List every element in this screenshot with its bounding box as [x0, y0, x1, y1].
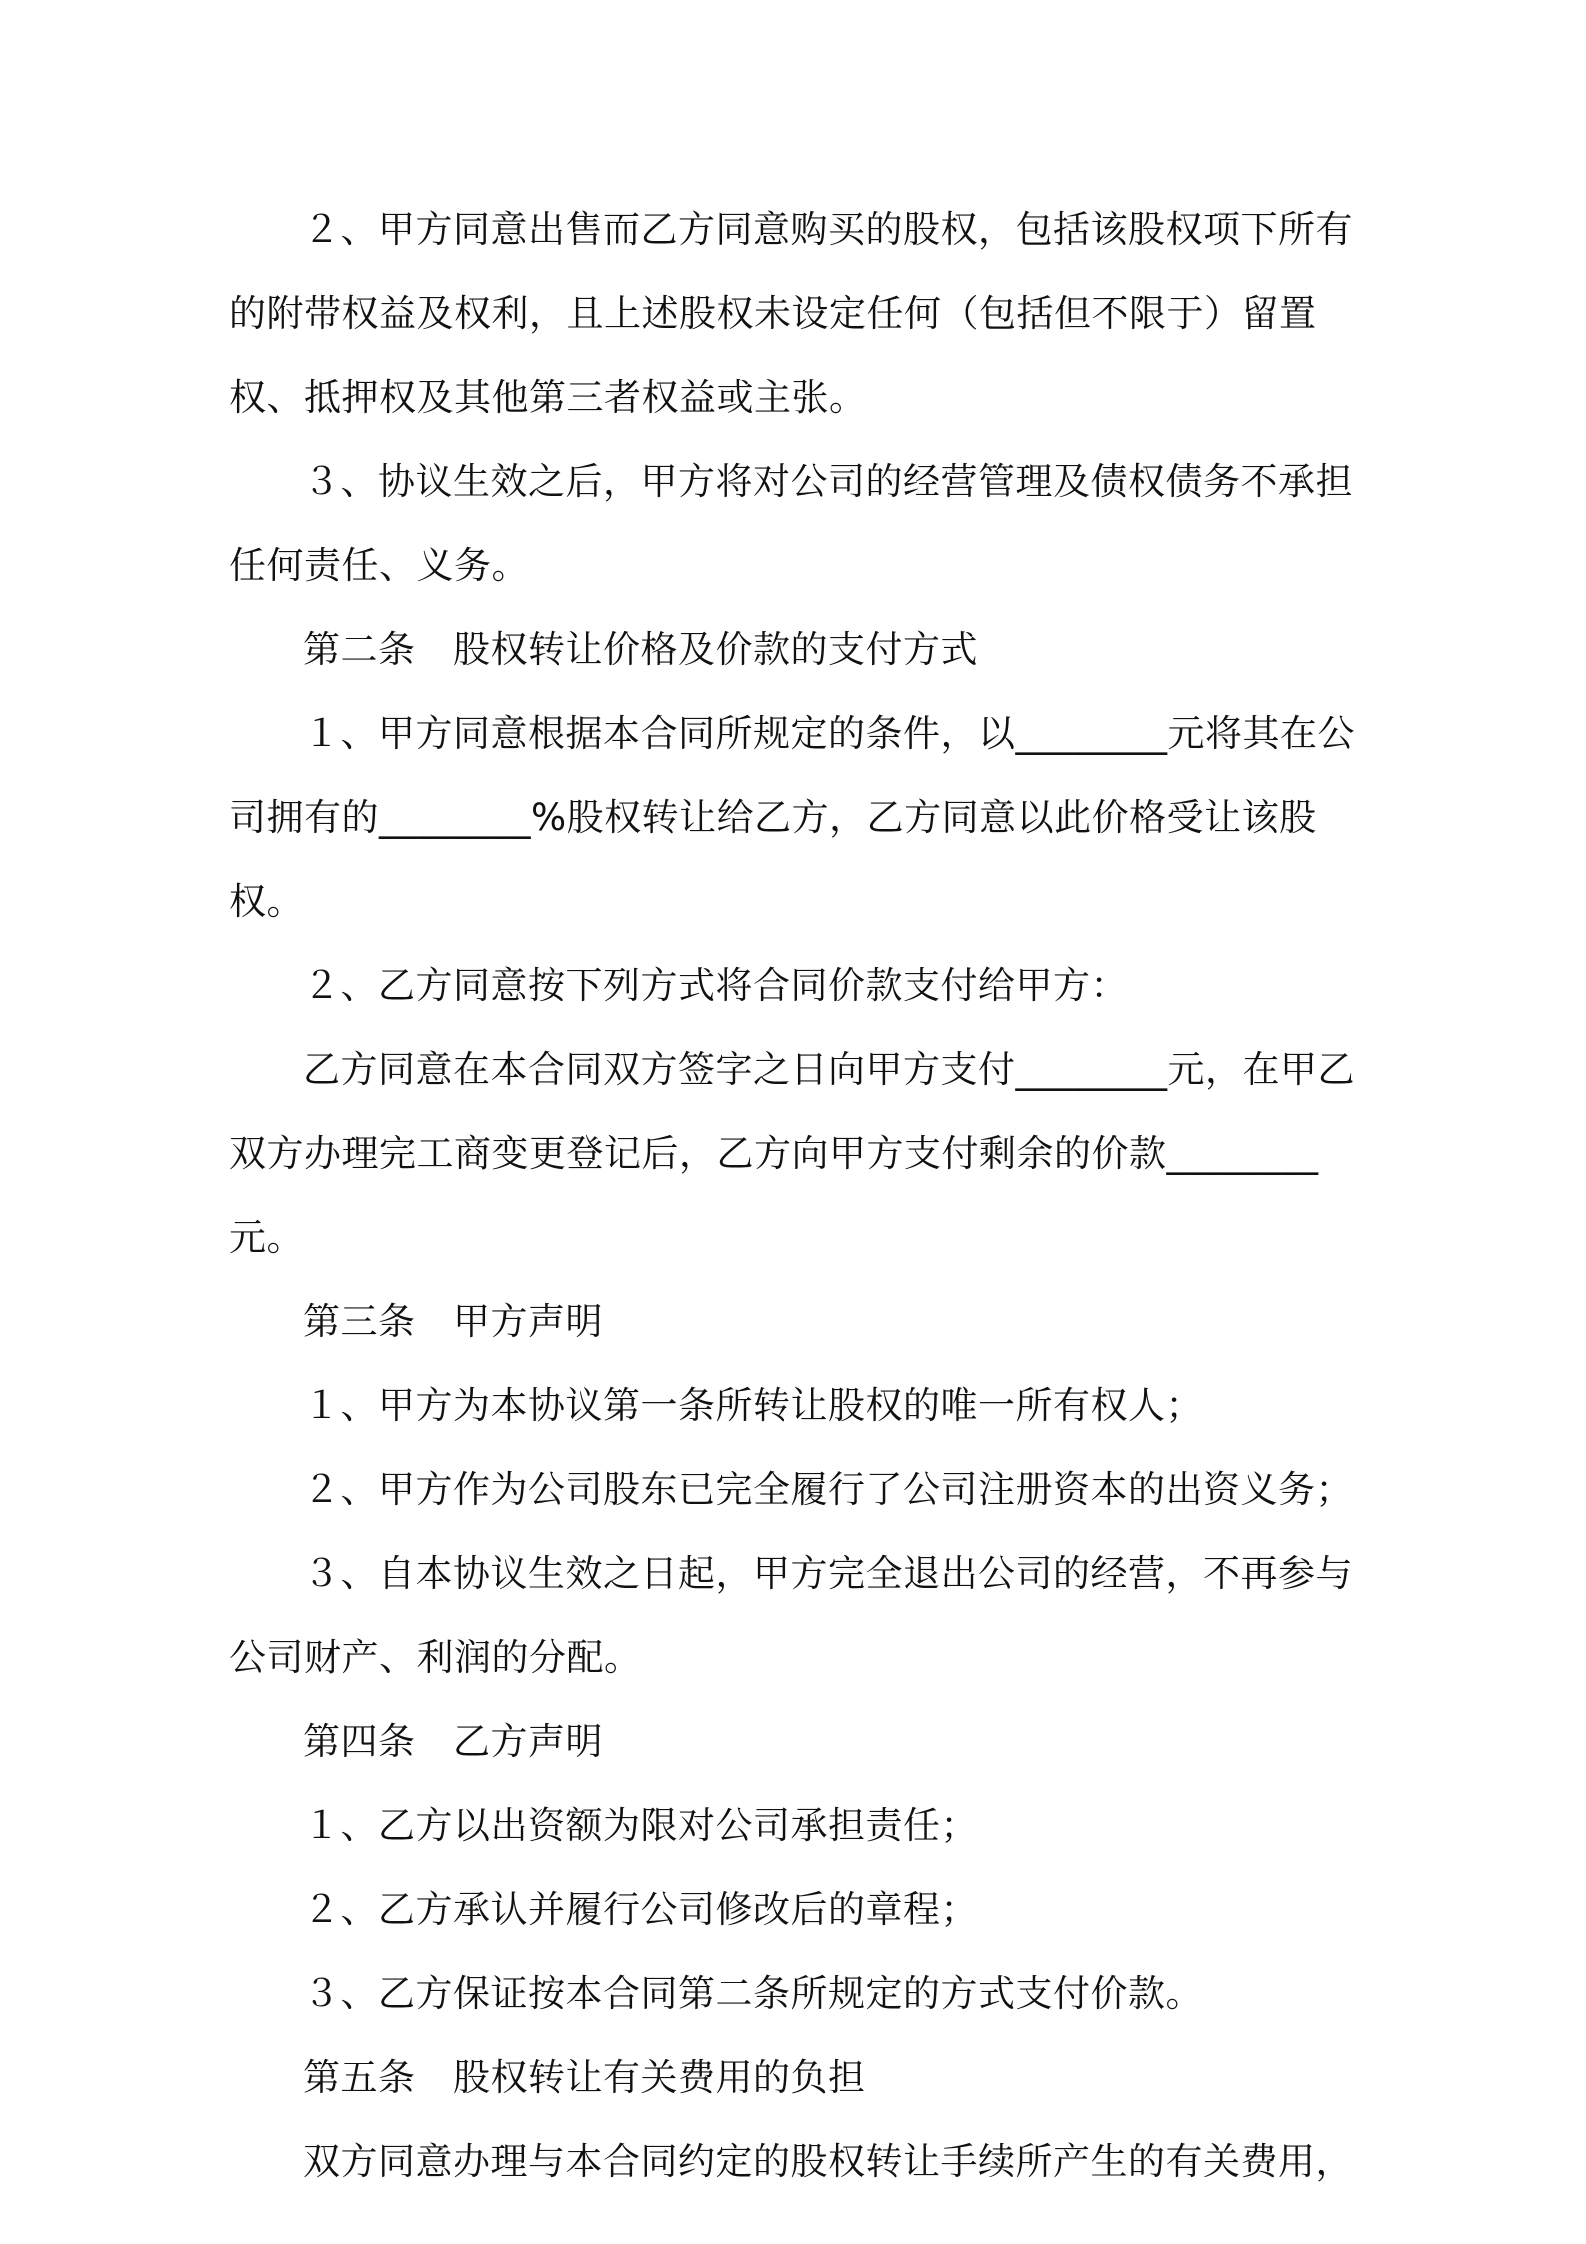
clause-2-payment-terms: 乙方同意在本合同双方签字之日向甲方支付________元，在甲乙双方办理完工商变更登记后，乙方向甲方支付剩余的价款________元。 — [229, 1048, 1355, 1259]
clause-3-item-1: １、甲方为本协议第一条所转让股权的唯一所有权人； — [303, 1384, 1203, 1427]
clause-3-item-2: ２、甲方作为公司股东已完全履行了公司注册资本的出资义务； — [303, 1468, 1353, 1511]
clause-4-item-3: ３、乙方保证按本合同第二条所规定的方式支付价款。 — [303, 1972, 1203, 2015]
clause-1-item-3: ３、协议生效之后，甲方将对公司的经营管理及债权债务不承担任何责任、义务。 — [229, 460, 1353, 587]
article-4-heading: 第四条 乙方声明 — [303, 1720, 603, 1763]
clause-2-item-1: １、甲方同意根据本合同所规定的条件，以________元将其在公司拥有的________%股权转让给乙方，乙方同意以此价格受让该股权。 — [229, 712, 1355, 923]
article-5-heading: 第五条 股权转让有关费用的负担 — [303, 2056, 866, 2099]
clause-4-item-2: ２、乙方承认并履行公司修改后的章程； — [303, 1888, 978, 1931]
clause-2-item-2: ２、乙方同意按下列方式将合同价款支付给甲方： — [303, 964, 1128, 1007]
article-3-heading: 第三条 甲方声明 — [303, 1300, 603, 1343]
clause-3-item-3: ３、自本协议生效之日起，甲方完全退出公司的经营，不再参与公司财产、利润的分配。 — [229, 1552, 1353, 1679]
clause-5-text: 双方同意办理与本合同约定的股权转让手续所产生的有关费用， — [303, 2140, 1353, 2183]
article-2-heading: 第二条 股权转让价格及价款的支付方式 — [303, 628, 978, 671]
document-body — [229, 188, 1374, 2204]
clause-4-item-1: １、乙方以出资额为限对公司承担责任； — [303, 1804, 978, 1847]
clause-1-item-2: ２、甲方同意出售而乙方同意购买的股权，包括该股权项下所有的附带权益及权利，且上述股权未设定任何（包括但不限于）留置权、抵押权及其他第三者权益或主张。 — [229, 208, 1353, 419]
